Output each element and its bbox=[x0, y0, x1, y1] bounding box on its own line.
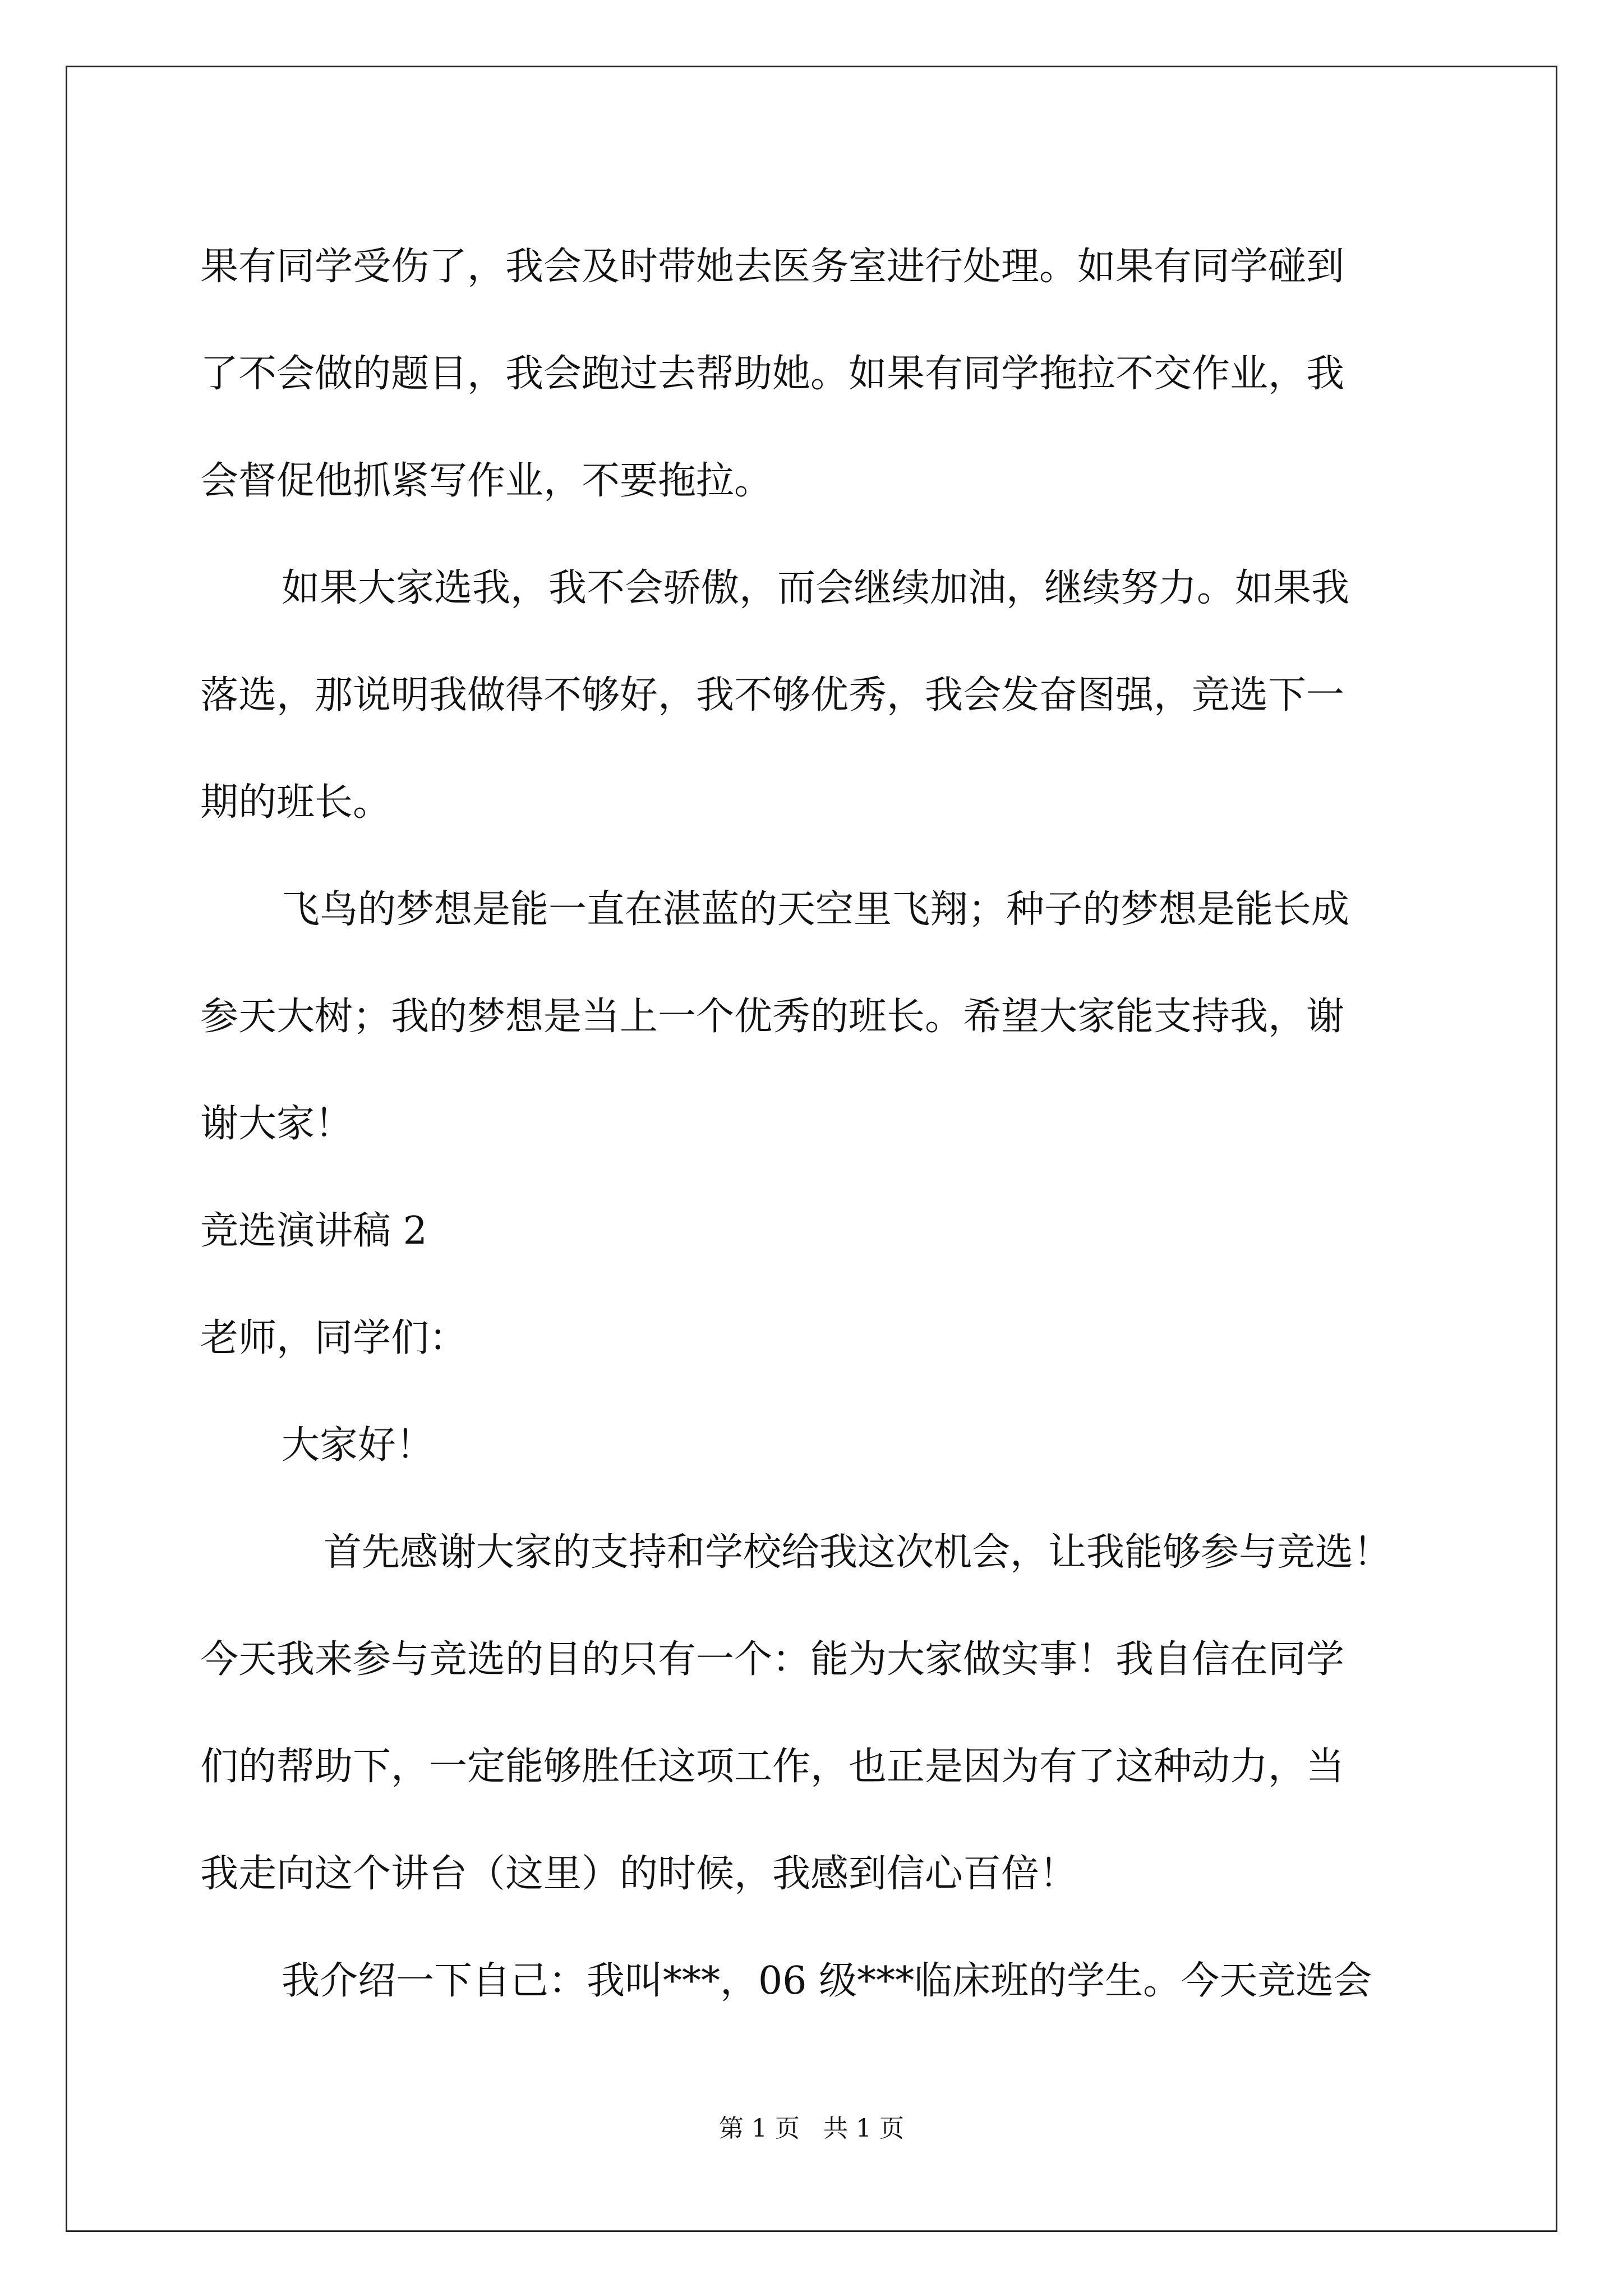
page-footer bbox=[0, 2112, 1623, 2146]
salutation bbox=[200, 1285, 1434, 1392]
document-body bbox=[200, 213, 1434, 2035]
salutation-text: 老师，同学们： bbox=[200, 1316, 468, 1360]
text-line: 们的帮助下，一定能够胜任这项工作，也正是因为有了这种动力，当 bbox=[200, 1745, 1345, 1789]
text-line: 首先感谢大家的支持和学校给我这次机会，让我能够参与竞选！ bbox=[324, 1530, 1392, 1575]
greeting-text: 大家好！ bbox=[282, 1423, 435, 1467]
paragraph-2 bbox=[200, 535, 1434, 856]
paragraph-5 bbox=[200, 1927, 1434, 2035]
greeting bbox=[200, 1392, 1434, 1499]
text-line: 期的班长。 bbox=[200, 780, 391, 825]
text-line: 今天我来参与竞选的目的只有一个：能为大家做实事！我自信在同学 bbox=[200, 1637, 1345, 1682]
heading-text: 竞选演讲稿 2 bbox=[200, 1209, 427, 1253]
paragraph-4 bbox=[200, 1499, 1434, 1927]
paragraph-1 bbox=[200, 213, 1434, 535]
text-line: 果有同学受伤了，我会及时带她去医务室进行处理。如果有同学碰到 bbox=[200, 245, 1345, 289]
text-line: 我介绍一下自己：我叫***，06 级***临床班的学生。今天竞选会 bbox=[282, 1959, 1372, 2003]
text-line: 落选，那说明我做得不够好，我不够优秀，我会发奋图强，竞选下一 bbox=[200, 673, 1345, 717]
page-total: 共 1 页 bbox=[823, 2114, 904, 2143]
text-line: 如果大家选我，我不会骄傲，而会继续加油，继续努力。如果我 bbox=[282, 566, 1350, 610]
text-line: 飞鸟的梦想是能一直在湛蓝的天空里飞翔；种子的梦想是能长成 bbox=[282, 887, 1350, 932]
paragraph-3 bbox=[200, 856, 1434, 1177]
page-number: 第 1 页 bbox=[719, 2114, 800, 2143]
text-line: 参天大树；我的梦想是当上一个优秀的班长。希望大家能支持我，谢 bbox=[200, 995, 1345, 1039]
text-line: 会督促他抓紧写作业，不要拖拉。 bbox=[200, 459, 773, 503]
text-line: 了不会做的题目，我会跑过去帮助她。如果有同学拖拉不交作业，我 bbox=[200, 352, 1345, 396]
text-line: 我走向这个讲台（这里）的时候，我感到信心百倍！ bbox=[200, 1852, 1078, 1896]
section-heading bbox=[200, 1177, 1434, 1285]
text-line: 谢大家！ bbox=[200, 1102, 353, 1146]
